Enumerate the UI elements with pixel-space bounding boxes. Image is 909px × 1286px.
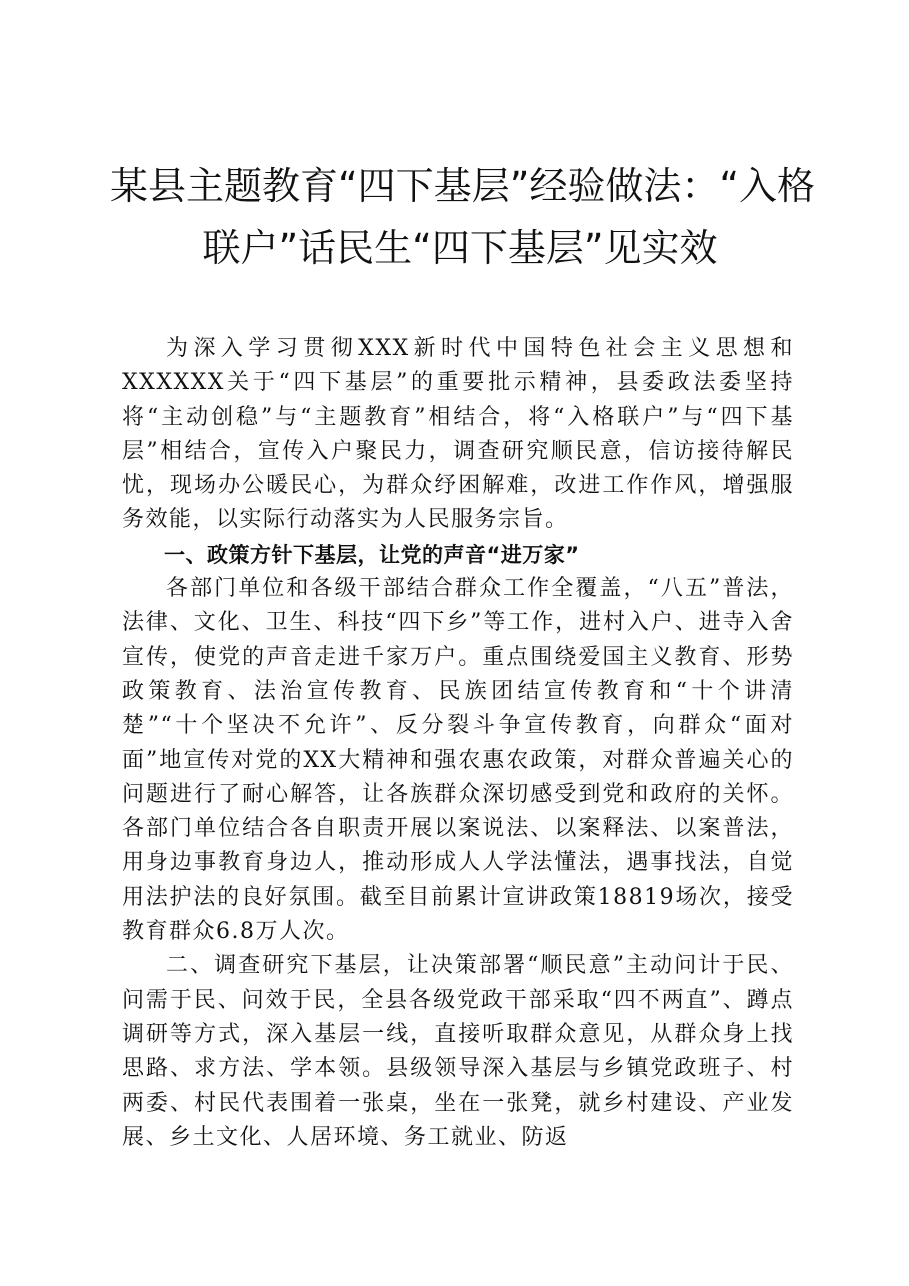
document-body bbox=[122, 332, 794, 1155]
title-line-2: 联户”话民生“四下基层”见实效 bbox=[202, 226, 718, 270]
document-title bbox=[110, 155, 816, 279]
section-heading-1: 一、政策方针下基层，让党的声音“进万家” bbox=[164, 542, 580, 567]
intro-paragraph: 为深入学习贯彻XXX新时代中国特色社会主义思想和XXXXXX关于“四下基层”的重要批示精神，县委政法委坚持将“主动创稳”与“主题教育”相结合，将“入格联户”与“四下基层”相结合，宣传入户聚民力，调查研究顺民意，信访接待解民忧，现场办公暖民心，为群众纾困解难，改进工作作风，增强服务效能，以实际行动落实为人民服务宗旨。 bbox=[122, 336, 794, 533]
section-2-paragraph: 二、调查研究下基层，让决策部署“顺民意”主动问计于民、问需于民、问效于民，全县各级党政干部采取“四不两直”、蹲点调研等方式，深入基层一线，直接听取群众意见，从群众身上找思路、求方法、学本领。县级领导深入基层与乡镇党政班子、村两委、村民代表围着一张桌，坐在一张凳，就乡村建设、产业发展、乡土文化、人居环境、务工就业、防返 bbox=[122, 953, 794, 1150]
section-1-paragraph: 各部门单位和各级干部结合群众工作全覆盖，“八五”普法，法律、文化、卫生、科技“四下乡”等工作，进村入户、进寺入舍宣传，使党的声音走进千家万户。重点围绕爱国主义教育、形势政策教育、法治宣传教育、民族团结宣传教育和“十个讲清楚”“十个坚决不允许”、反分裂斗争宣传教育，向群众“面对面”地宣传对党的XX大精神和强农惠农政策，对群众普遍关心的问题进行了耐心解答，让各族群众深切感受到党和政府的关怀。各部门单位结合各自职责开展以案说法、以案释法、以案普法，用身边事教育身边人，推动形成人人学法懂法，遇事找法，自觉用法护法的良好氛围。截至目前累计宣讲政策18819场次，接受教育群众6.8万人次。 bbox=[122, 576, 794, 945]
title-line-1: 某县主题教育“四下基层”经验做法：“入格 bbox=[110, 164, 816, 208]
